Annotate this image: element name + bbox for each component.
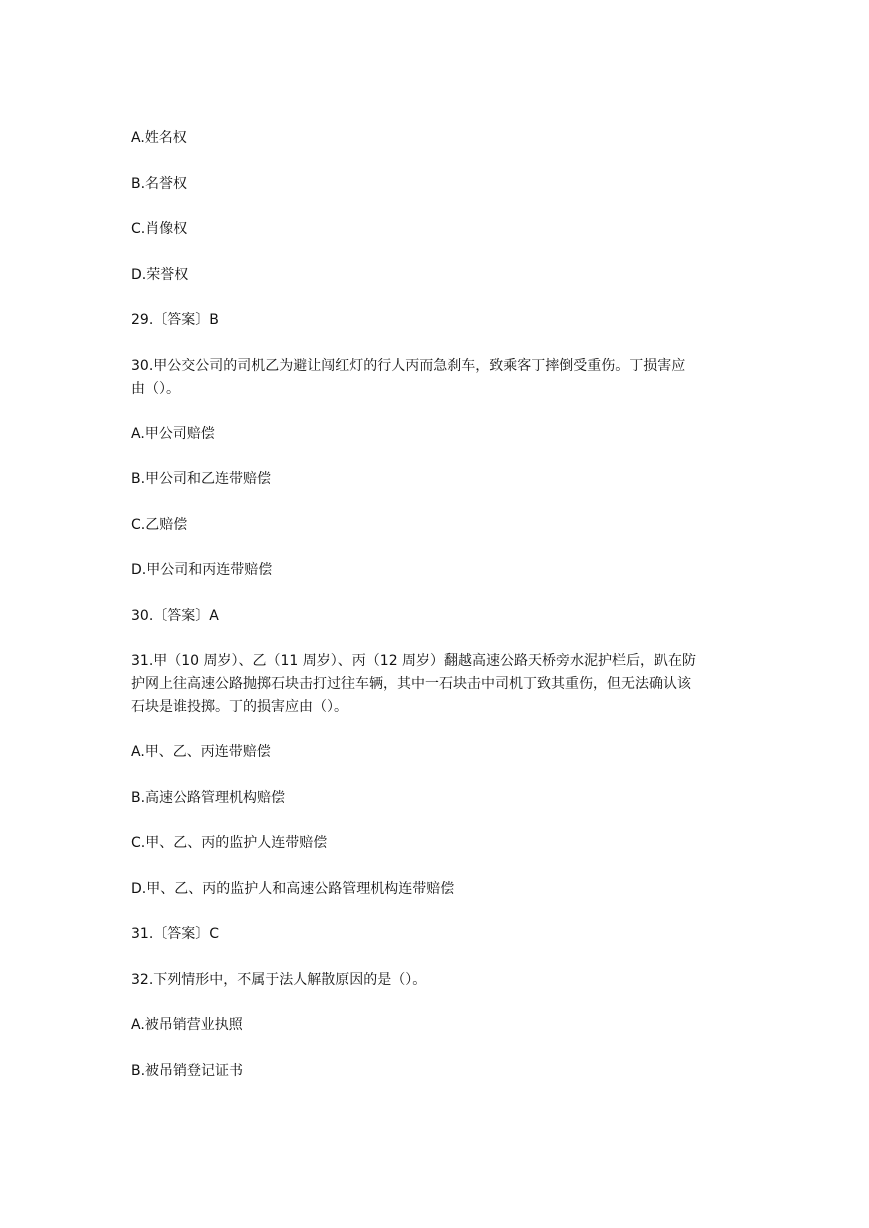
option-b: B.名誉权 — [131, 176, 188, 192]
answer-29: 29.〔答案〕B — [131, 312, 219, 328]
answer-31: 31.〔答案〕C — [131, 926, 220, 942]
answer-30: 30.〔答案〕A — [131, 608, 219, 624]
option-c: C.乙赔偿 — [131, 517, 188, 533]
question-31-line-1: 31.甲（10 周岁）、乙（11 周岁）、丙（12 周岁）翻越高速公路天桥旁水泥护栏后，趴在防 — [131, 653, 697, 669]
question-31-line-2: 护网上往高速公路抛掷石块击打过往车辆，其中一石块击中司机丁致其重伤，但无法确认该 — [131, 676, 691, 692]
option-a: A.姓名权 — [131, 130, 187, 146]
option-a: A.甲公司赔偿 — [131, 426, 215, 442]
option-d: D.甲、乙、丙的监护人和高速公路管理机构连带赔偿 — [131, 881, 455, 897]
option-b: B.高速公路管理机构赔偿 — [131, 790, 286, 806]
option-a: A.甲、乙、丙连带赔偿 — [131, 744, 271, 760]
option-b: B.被吊销登记证书 — [131, 1063, 244, 1079]
question-31-line-3: 石块是谁投掷。丁的损害应由（）。 — [131, 699, 348, 715]
option-b: B.甲公司和乙连带赔偿 — [131, 471, 272, 487]
option-d: D.甲公司和丙连带赔偿 — [131, 562, 273, 578]
question-30-line-1: 30.甲公交公司的司机乙为避让闯红灯的行人丙而急刹车，致乘客丁摔倒受重伤。丁损害应 — [131, 358, 686, 374]
question-32: 32.下列情形中，不属于法人解散原因的是（）。 — [131, 972, 427, 988]
option-d: D.荣誉权 — [131, 267, 189, 283]
question-30-line-2: 由（）。 — [131, 381, 180, 397]
option-c: C.肖像权 — [131, 221, 188, 237]
option-a: A.被吊销营业执照 — [131, 1017, 243, 1033]
option-c: C.甲、乙、丙的监护人连带赔偿 — [131, 835, 328, 851]
